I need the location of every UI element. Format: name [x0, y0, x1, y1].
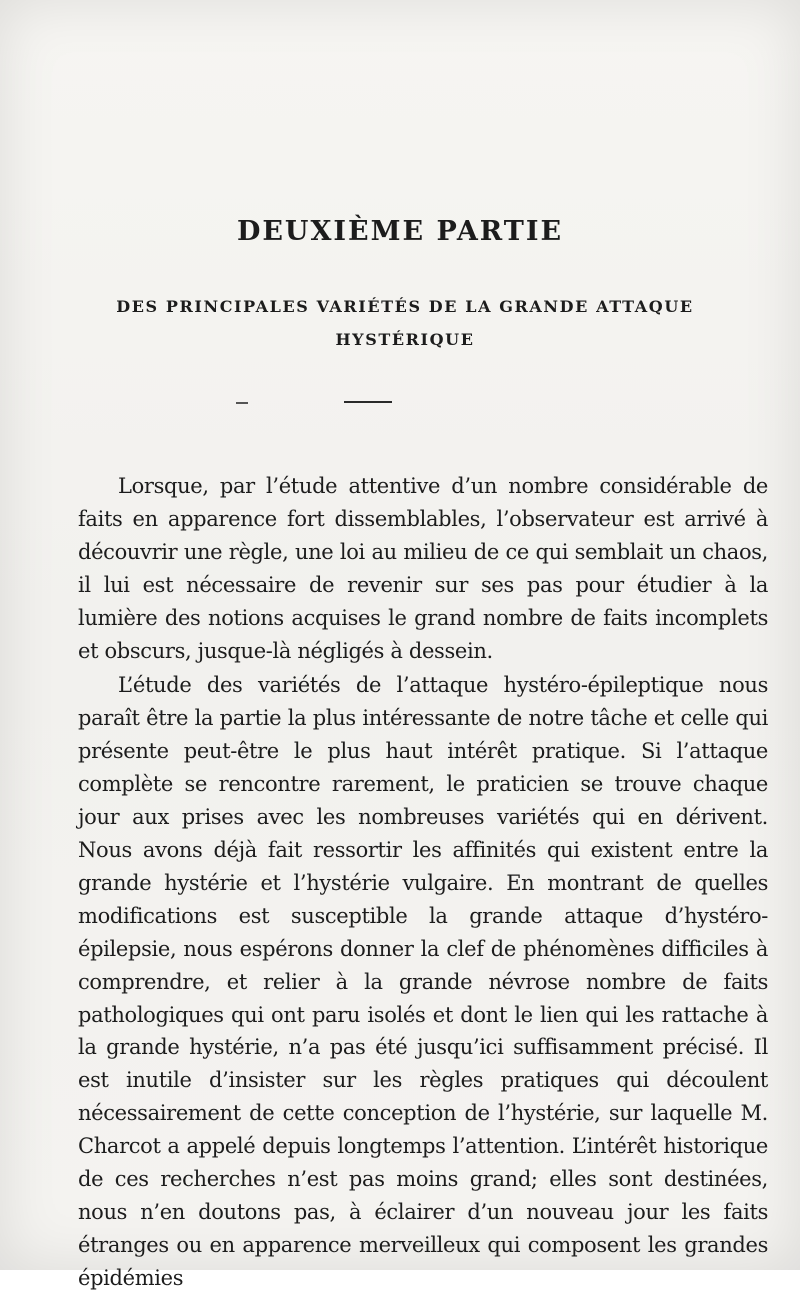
- part-subtitle: DES PRINCIPALES VARIÉTÉS DE LA GRANDE ATTAQUE HYSTÉRIQUE: [116, 297, 694, 349]
- paragraph: L’étude des variétés de l’attaque hystéro-épileptique nous paraît être la partie la plus intéressante de notre tâche et celle qui présente peut-être le plus haut intérêt pratique. Si l’attaque complète se rencontre rarement, le praticien se trouve chaque jour aux prises avec les nombreuses variétés qui en dérivent. Nous avons déjà fait ressortir les affinités qui existent entre la grande hystérie et l’hystérie vulgaire. En montrant de quelles modifications est susceptible la grande attaque d’hystéro-épilepsie, nous espérons donner la clef de phénomènes difficiles à comprendre, et relier à la grande névrose nombre de faits pathologiques qui ont paru isolés et dont le lien qui les rattache à la grande hystérie, n’a pas été jusqu’ici suffisamment précisé. Il est inutile d’insister sur les règles pratiques qui découlent nécessairement de cette conception de l’hystérie, sur laquelle M. Charcot a appelé depuis longtemps l’attention. L’intérêt historique de ces recherches n’est pas moins grand; elles sont destinées, nous n’en doutons pas, à éclairer d’un nouveau jour les faits étranges ou en apparence merveilleux qui composent les grandes épidémies: [78, 673, 768, 1290]
- part-title: DEUXIÈME PARTIE: [236, 216, 564, 247]
- paragraph: Lorsque, par l’étude attentive d’un nombre considérable de faits en apparence fort dissemblables, l’observateur est arrivé à découvrir une règle, une loi au milieu de ce qui semblait un chaos, il lui est nécessaire de revenir sur ses pas pour étudier à la lumière des notions acquises le grand nombre de faits incomplets et obscurs, jusque-là négligés à dessein.: [78, 474, 768, 663]
- print-mark: [236, 402, 248, 404]
- section-divider: [344, 401, 392, 403]
- body-text: [78, 470, 768, 1295]
